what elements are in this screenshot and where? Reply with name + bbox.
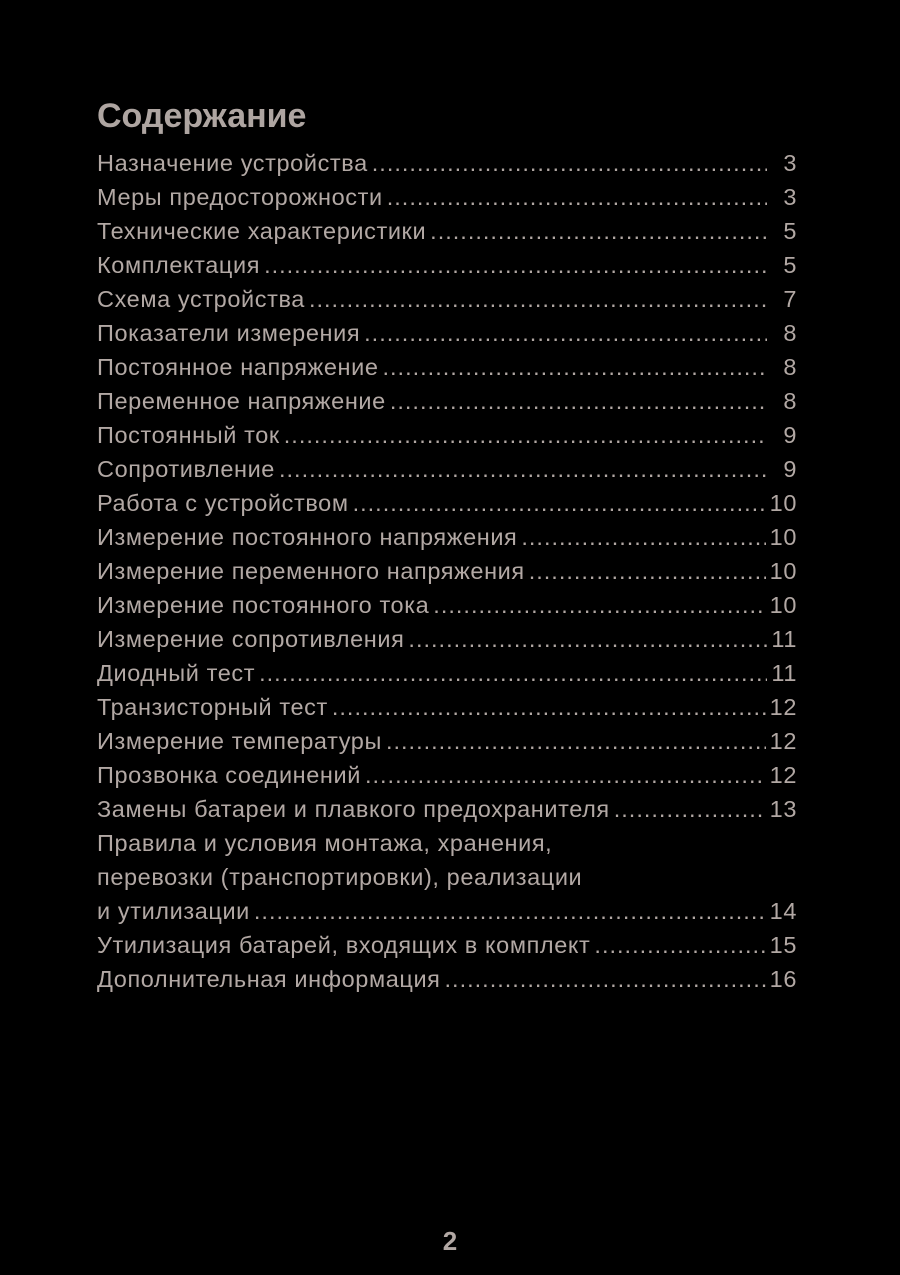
toc-entry-label: Постоянное напряжение [97,354,379,380]
toc-entry [97,180,797,214]
toc-entry-label: Транзисторный тест [97,694,328,720]
toc-entry-page: 9 [783,456,797,482]
toc-entry-page: 8 [783,388,797,414]
toc-entry [97,418,797,452]
toc-entry [97,486,797,520]
toc-entry-label: Постоянный ток [97,422,280,448]
toc-entry-label-line: Правила и условия монтажа, хранения, [97,830,553,856]
toc-entry [97,554,797,588]
toc-entry [97,452,797,486]
toc-entry [97,248,797,282]
toc-entry-label: Замены батареи и плавкого предохранителя [97,796,610,822]
toc-entry-page: 5 [783,218,797,244]
toc-entry-label: Измерение постоянного тока [97,592,430,618]
toc-entry-page: 14 [769,898,797,924]
toc-entry-label: Измерение постоянного напряжения [97,524,518,550]
dot-leader [383,350,768,384]
toc-entry-label: Меры предосторожности [97,184,383,210]
toc-entry-page: 13 [769,796,797,822]
toc-entry-page: 3 [783,184,797,210]
dot-leader [365,758,766,792]
dot-leader [279,452,767,486]
toc-entry-label: Утилизация батарей, входящих в комплект [97,932,591,958]
dot-leader [521,520,765,554]
toc-entry-label: Измерение температуры [97,728,382,754]
dot-leader [332,690,766,724]
dot-leader [309,282,767,316]
dot-leader [259,656,767,690]
toc-entry-page: 5 [783,252,797,278]
toc-entry [97,656,797,690]
toc-entry-page: 9 [783,422,797,448]
dot-leader [353,486,766,520]
toc-entry-label: Сопротивление [97,456,275,482]
toc-entry-page: 16 [769,966,797,992]
toc-entry [97,282,797,316]
toc-entry-label-line: перевозки (транспортировки), реализации [97,864,583,890]
toc-entry-page: 12 [769,762,797,788]
toc-entry [97,758,797,792]
toc-entry [97,894,797,928]
dot-leader [254,894,766,928]
table-of-contents [97,96,797,996]
dot-leader [614,792,766,826]
toc-entry-page: 15 [769,932,797,958]
toc-entry-label: Комплектация [97,252,261,278]
toc-entry-label: Измерение переменного напряжения [97,558,525,584]
toc-entry-page: 7 [783,286,797,312]
toc-entry [97,962,797,996]
toc-entry-page: 11 [771,660,797,686]
toc-list [97,146,797,996]
toc-entry-label: Измерение сопротивления [97,626,405,652]
dot-leader [430,214,767,248]
toc-entry-label: и утилизации [97,898,250,924]
toc-entry [97,622,797,656]
toc-entry-page: 10 [769,524,797,550]
dot-leader [390,384,767,418]
toc-entry [97,350,797,384]
toc-entry [97,724,797,758]
dot-leader [433,588,765,622]
toc-entry-page: 8 [783,320,797,346]
dot-leader [529,554,766,588]
toc-entry-page: 10 [769,558,797,584]
toc-entry-label: Работа с устройством [97,490,349,516]
toc-entry-label: Показатели измерения [97,320,361,346]
toc-entry-page: 11 [771,626,797,652]
dot-leader [284,418,767,452]
toc-entry-label: Технические характеристики [97,218,427,244]
toc-entry-page: 10 [769,592,797,618]
toc-entry-label: Схема устройства [97,286,305,312]
dot-leader [445,962,766,996]
toc-entry [97,792,797,826]
toc-entry-label: Дополнительная информация [97,966,441,992]
toc-entry [97,520,797,554]
toc-title: Содержание [97,97,307,135]
dot-leader [364,316,767,350]
toc-entry [97,690,797,724]
toc-entry-multiline [97,826,797,928]
dot-leader [408,622,767,656]
dot-leader [372,146,767,180]
toc-entry [97,588,797,622]
toc-entry-page: 8 [783,354,797,380]
page-number: 2 [442,1226,458,1256]
toc-entry-page: 10 [769,490,797,516]
toc-entry-label: Назначение устройства [97,150,368,176]
toc-entry-page: 12 [769,728,797,754]
dot-leader [386,724,766,758]
toc-entry [97,146,797,180]
toc-entry [97,928,797,962]
toc-entry [97,384,797,418]
toc-entry-label: Прозвонка соединений [97,762,361,788]
dot-leader [264,248,767,282]
toc-entry-page: 12 [769,694,797,720]
toc-entry [97,214,797,248]
toc-entry-page: 3 [783,150,797,176]
dot-leader [594,928,765,962]
toc-entry [97,316,797,350]
toc-entry-label: Диодный тест [97,660,256,686]
dot-leader [387,180,767,214]
toc-entry-label: Переменное напряжение [97,388,386,414]
